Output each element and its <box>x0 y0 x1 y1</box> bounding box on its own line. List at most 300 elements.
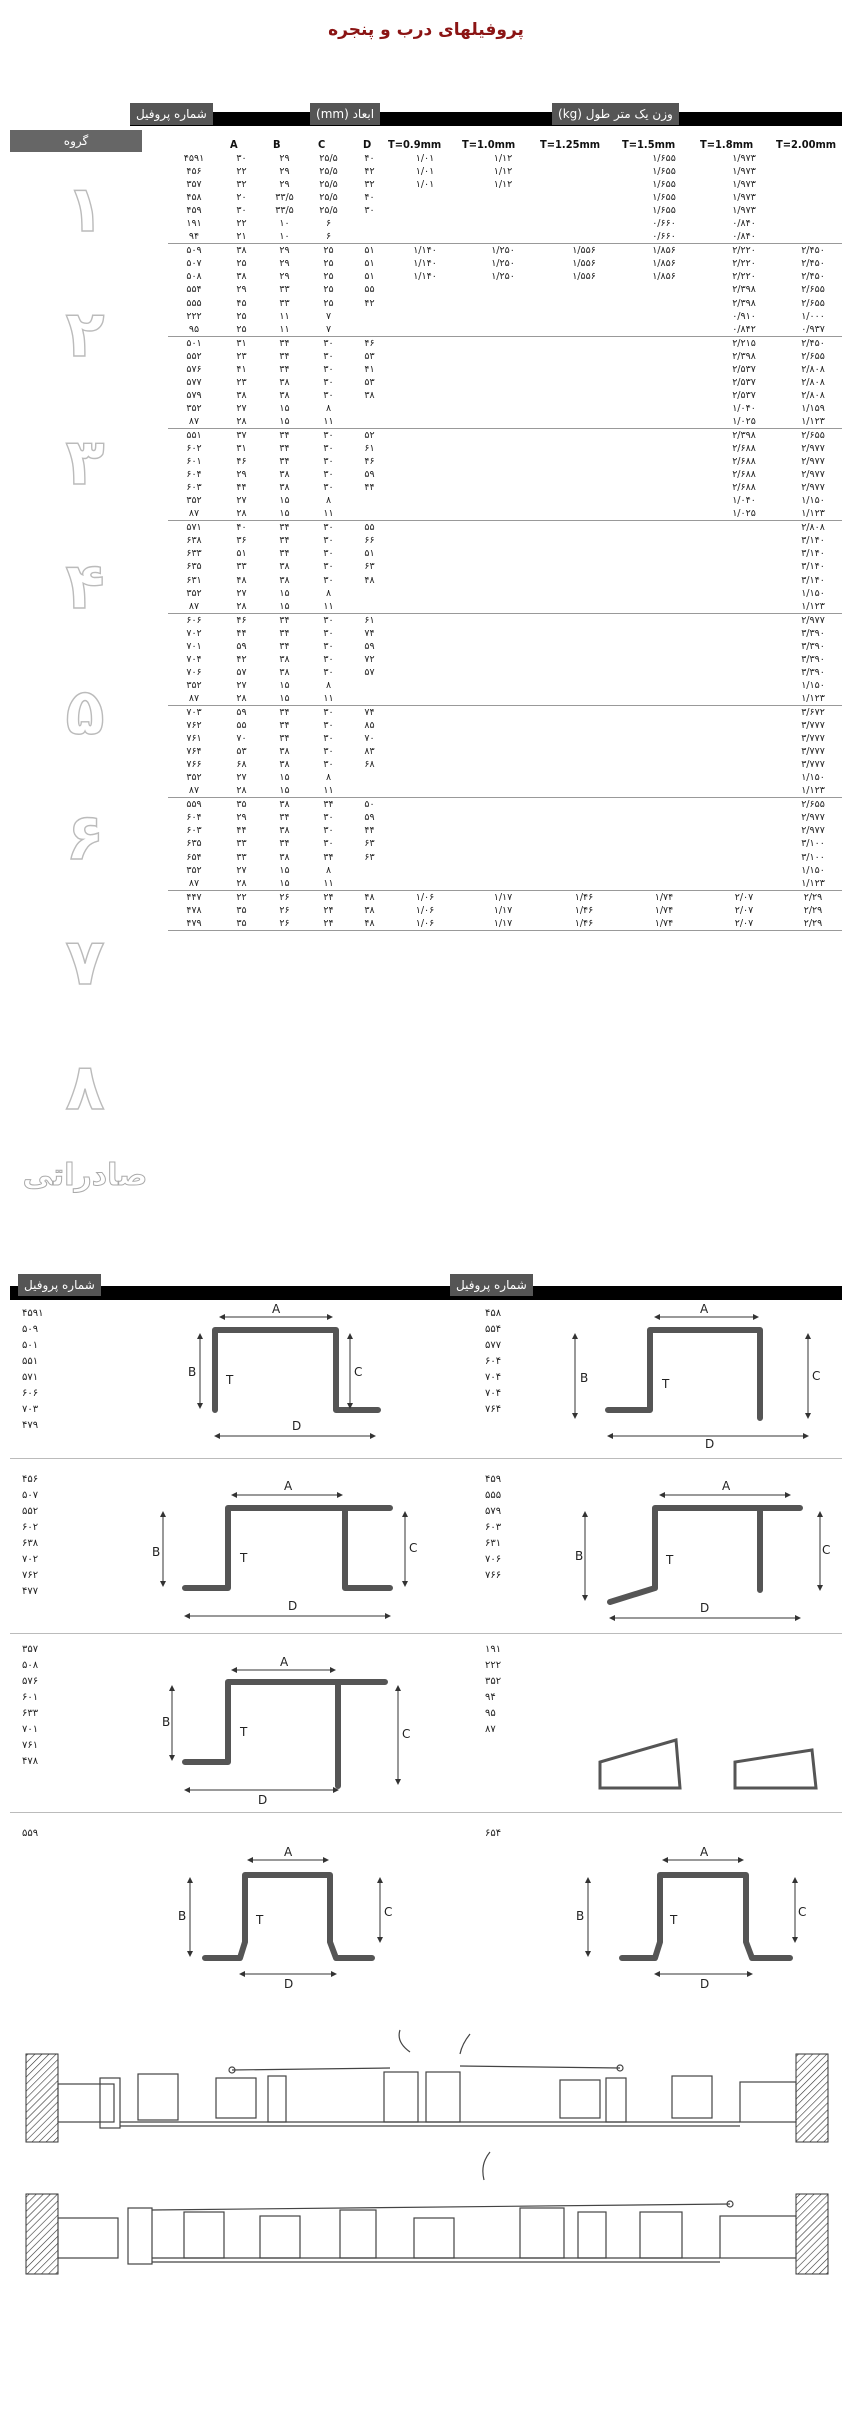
table-cell <box>544 850 624 863</box>
table-cell <box>388 402 462 415</box>
table-cell: ۳۵ <box>236 904 247 916</box>
table-cell: ۱/۰۴۰ <box>732 495 756 507</box>
profile-number-cell: ۳۵۲ <box>186 402 202 414</box>
table-cell <box>388 534 462 547</box>
table-cell: ۲۹ <box>236 469 247 481</box>
table-cell: ۳۱ <box>236 443 247 455</box>
table-cell: ۳۷ <box>236 430 247 441</box>
table-cell <box>388 363 462 376</box>
table-cell <box>544 679 624 692</box>
table-row <box>168 468 842 481</box>
table-cell <box>388 230 462 244</box>
table-cell: ۵۵ <box>364 522 375 534</box>
profile-number-cell: ۵۰۹ <box>186 245 202 257</box>
table-cell <box>544 350 624 363</box>
table-cell: ۴۲ <box>364 166 375 178</box>
table-cell: ۴۲ <box>236 653 247 665</box>
table-row <box>168 850 842 863</box>
table-cell <box>462 323 544 337</box>
dim-label-c: C <box>354 1365 363 1379</box>
table-cell: ۲/۲۹ <box>803 904 823 916</box>
dim-label-a: A <box>722 1479 731 1493</box>
profile-number-cell: ۶۰۲ <box>186 443 202 455</box>
table-cell <box>624 758 704 771</box>
table-cell: ۵۱ <box>364 271 375 283</box>
table-cell: ۸ <box>325 679 332 691</box>
table-cell: ۵۵ <box>236 720 247 732</box>
table-cell: ۶۸ <box>364 759 375 771</box>
table-cell: ۳۰ <box>323 376 334 388</box>
list-item: ۳۵۷ <box>22 1644 39 1655</box>
table-cell <box>462 784 544 798</box>
table-cell: ۳۰ <box>323 574 334 586</box>
table-cell: ۲۵/۵ <box>319 192 338 204</box>
table-row <box>168 297 842 310</box>
profile-number-cell: ۸۷ <box>168 507 220 521</box>
table-cell <box>544 415 624 429</box>
table-cell: ۲۳ <box>236 376 247 388</box>
table-cell <box>462 705 544 719</box>
table-cell <box>624 587 704 600</box>
table-cell <box>462 455 544 468</box>
table-cell: ۵۳ <box>364 350 375 362</box>
table-cell <box>704 653 784 666</box>
table-cell: ۵۹ <box>364 640 375 652</box>
table-row <box>168 257 842 270</box>
table-cell <box>462 771 544 784</box>
table-cell: ۳۳/۵ <box>275 192 294 204</box>
table-cell <box>388 877 462 891</box>
col-header-d: D <box>363 138 372 151</box>
table-cell: ۳۸ <box>279 574 290 586</box>
table-row <box>168 771 842 784</box>
table-row <box>168 890 842 904</box>
table-cell <box>624 771 704 784</box>
table-cell: ۲۵/۵ <box>319 205 338 217</box>
wall-left-2 <box>26 2194 58 2274</box>
table-cell <box>388 455 462 468</box>
table-cell: ۲/۶۵۵ <box>801 297 825 309</box>
col-header-t18: T=1.8mm <box>700 138 754 151</box>
profile-shape-4 <box>610 1508 800 1602</box>
table-cell <box>388 627 462 640</box>
table-cell <box>462 468 544 481</box>
table-cell: ۲۵ <box>323 258 334 270</box>
table-cell: ۱/۲۵۰ <box>491 245 515 257</box>
table-cell <box>704 613 784 627</box>
table-cell: ۳/۳۹۰ <box>801 627 825 639</box>
table-cell <box>544 521 624 535</box>
dimensions-tag: ابعاد (mm) <box>310 103 380 125</box>
col-header-b: B <box>273 138 281 151</box>
table-cell: ۳/۶۷۲ <box>801 706 825 718</box>
table-cell: ۱/۰۱ <box>415 153 435 165</box>
table-cell: ۲۴ <box>323 891 334 903</box>
table-cell: ۲/۲۹ <box>784 917 842 931</box>
table-cell <box>388 600 462 614</box>
profile-number-cell: ۶۰۳ <box>186 825 202 837</box>
table-cell: ۱/۰۱ <box>415 179 435 191</box>
table-cell: ۳/۷۷۷ <box>801 746 825 758</box>
table-cell: ۳۸ <box>236 271 247 283</box>
table-row <box>168 178 842 191</box>
table-cell: ۱۵ <box>263 692 306 706</box>
table-cell <box>351 494 388 507</box>
dim-label-a: A <box>284 1479 293 1493</box>
table-cell <box>624 547 704 560</box>
table-cell: ۶ <box>325 218 332 230</box>
table-cell: ۸ <box>325 495 332 507</box>
table-cell <box>704 732 784 745</box>
profile-number-cell: ۸۷ <box>168 600 220 614</box>
list-item: ۶۰۳ <box>485 1522 502 1533</box>
col-header-t20: T=2.00mm <box>776 138 837 151</box>
table-row <box>168 653 842 666</box>
list-item: ۵۵۴ <box>485 1324 502 1335</box>
table-cell: ۳۴ <box>279 443 290 455</box>
table-cell: ۳۴ <box>279 350 290 362</box>
table-cell: ۱/۷۴ <box>654 891 674 903</box>
profile-number-cell: ۵۵۲ <box>186 350 202 362</box>
table-cell: ۱/۱۵۰ <box>801 772 825 784</box>
dim-label-d: D <box>288 1599 298 1613</box>
profile-number-cell: ۶۳۱ <box>186 574 202 586</box>
table-cell <box>351 692 388 706</box>
table-cell <box>624 534 704 547</box>
table-cell: ۵۷ <box>236 666 247 678</box>
table-cell <box>462 494 544 507</box>
table-cell: ۱۱ <box>306 507 351 521</box>
table-cell <box>462 336 544 350</box>
table-cell: ۲۷ <box>236 587 247 599</box>
table-cell: ۳۰ <box>323 522 334 534</box>
table-row <box>168 336 842 350</box>
wall-left <box>26 2054 58 2142</box>
table-cell: ۱/۹۷۳ <box>732 179 756 191</box>
table-cell: ۳۰ <box>323 614 334 626</box>
table-cell <box>544 837 624 850</box>
table-cell <box>624 336 704 350</box>
table-cell <box>462 719 544 732</box>
table-cell: ۳۳ <box>236 851 247 863</box>
table-cell: ۳۰ <box>364 205 375 217</box>
small-profile-b <box>735 1750 816 1788</box>
table-cell <box>388 494 462 507</box>
dim-label-t: T <box>256 1913 264 1927</box>
table-cell <box>544 771 624 784</box>
table-cell <box>388 204 462 217</box>
list-item: ۴۷۷ <box>22 1586 39 1597</box>
table-cell <box>462 574 544 587</box>
table-cell: ۱/۱۲۳ <box>784 692 842 706</box>
table-cell <box>388 310 462 323</box>
table-cell: ۲/۲۱۵ <box>732 337 756 349</box>
table-cell <box>388 560 462 573</box>
table-cell: ۲۵ <box>236 310 247 322</box>
table-cell: ۳۸ <box>279 666 290 678</box>
table-row <box>168 217 842 230</box>
table-cell <box>388 679 462 692</box>
table-cell: ۵۷ <box>364 666 375 678</box>
table-cell <box>388 376 462 389</box>
table-cell: ۶ <box>306 230 351 244</box>
table-cell <box>388 653 462 666</box>
profile-number-cell: ۵۰۸ <box>186 271 202 283</box>
dim-label-d: D <box>705 1437 715 1451</box>
table-cell <box>544 507 624 521</box>
table-cell: ۳۰ <box>323 430 334 441</box>
table-cell: ۳۴ <box>279 627 290 639</box>
table-cell: ۱/۶۵۵ <box>652 166 676 178</box>
dim-label-c: C <box>798 1905 807 1919</box>
table-cell <box>544 481 624 494</box>
table-cell: ۴۶ <box>236 614 247 626</box>
table-cell: ۱/۱۲ <box>493 153 513 165</box>
table-cell: ۲/۲۲۰ <box>732 245 756 257</box>
profile-number-cell: ۶۰۶ <box>186 614 202 626</box>
table-cell <box>544 283 624 296</box>
table-cell: ۳۴ <box>279 522 290 534</box>
table-cell <box>784 217 842 230</box>
table-cell: ۳۰ <box>323 535 334 547</box>
table-cell <box>462 850 544 863</box>
diagram-profile-tag-right: شماره پروفیل <box>450 1274 533 1296</box>
table-cell <box>351 415 388 429</box>
table-cell <box>462 350 544 363</box>
table-cell: ۲۵ <box>220 323 263 337</box>
table-cell: ۲۵ <box>323 284 334 296</box>
table-cell: ۳۴ <box>279 337 290 349</box>
list-item: ۴۷۹ <box>22 1420 39 1431</box>
table-cell: ۱/۵۵۶ <box>572 271 596 283</box>
table-cell: ۳/۳۹۰ <box>801 653 825 665</box>
table-row <box>168 494 842 507</box>
table-cell: ۳۸ <box>279 799 290 811</box>
table-cell <box>784 152 842 165</box>
table-cell <box>388 824 462 837</box>
table-cell: ۸ <box>325 772 332 784</box>
table-cell <box>388 784 462 798</box>
table-cell: ۱/۲۵۰ <box>491 271 515 283</box>
profile-shape-3 <box>185 1508 390 1588</box>
table-cell: ۲/۵۳۷ <box>732 363 756 375</box>
table-cell: ۳۸ <box>279 759 290 771</box>
table-row <box>168 705 842 719</box>
list-item: ۷۰۱ <box>22 1724 39 1735</box>
table-cell: ۱/۱۲۳ <box>784 507 842 521</box>
table-cell <box>544 864 624 877</box>
table-row <box>168 350 842 363</box>
table-cell <box>704 547 784 560</box>
table-cell <box>624 363 704 376</box>
table-cell: ۰/۸۴۰ <box>732 218 756 230</box>
table-cell <box>388 705 462 719</box>
table-cell: ۱/۷۴ <box>654 904 674 916</box>
table-cell: ۱/۱۴۰ <box>413 245 437 257</box>
table-cell: ۵۵ <box>364 284 375 296</box>
table-cell <box>462 230 544 244</box>
table-cell: ۳۴ <box>323 799 334 811</box>
list-item: ۷۰۴ <box>485 1388 502 1399</box>
dim-label-b: B <box>576 1909 585 1923</box>
table-cell: ۲/۸۰۸ <box>801 363 825 375</box>
table-cell <box>462 507 544 521</box>
table-cell: ۲/۹۷۷ <box>801 443 825 455</box>
table-cell: ۲۲ <box>236 218 247 230</box>
profile-number-cell: ۴۵۸ <box>186 192 202 204</box>
table-cell <box>704 587 784 600</box>
table-cell <box>388 837 462 850</box>
table-cell: ۲/۴۵۰ <box>801 245 825 257</box>
table-cell: ۱/۹۷۳ <box>732 166 756 178</box>
table-cell: ۷۰ <box>236 733 247 745</box>
table-cell: ۱۵ <box>263 877 306 891</box>
dim-label-a: A <box>284 1845 293 1859</box>
list-item: ۶۰۴ <box>485 1356 502 1367</box>
table-cell: ۳۸ <box>236 245 247 257</box>
profile-number-cell: ۹۵ <box>168 323 220 337</box>
table-row <box>168 758 842 771</box>
table-cell <box>351 784 388 798</box>
table-cell <box>544 653 624 666</box>
weight-tag: وزن یک متر طول (kg) <box>552 103 679 125</box>
table-cell <box>704 600 784 614</box>
table-cell <box>704 758 784 771</box>
dim-label-c: C <box>409 1541 418 1555</box>
table-cell <box>388 336 462 350</box>
table-cell <box>388 468 462 481</box>
dim-label-a: A <box>280 1655 289 1669</box>
table-cell <box>624 705 704 719</box>
profile-number-cell: ۶۰۱ <box>186 456 202 468</box>
table-cell <box>388 481 462 494</box>
table-cell: ۱/۱۲ <box>493 179 513 191</box>
table-cell <box>704 837 784 850</box>
table-row <box>168 587 842 600</box>
table-cell: ۳/۱۴۰ <box>801 574 825 586</box>
dim-label-c: C <box>822 1543 831 1557</box>
table-cell: ۳۳ <box>236 838 247 850</box>
table-cell <box>462 824 544 837</box>
table-cell <box>624 415 704 429</box>
table-cell: ۳۰ <box>323 548 334 560</box>
table-cell <box>388 798 462 812</box>
table-cell <box>624 442 704 455</box>
table-cell: ۴۴ <box>236 825 247 837</box>
table-cell: ۲۹ <box>279 271 290 283</box>
list-item: ۶۳۳ <box>22 1708 39 1719</box>
profile-number-cell: ۵۵۴ <box>186 284 202 296</box>
profile-number-cell: ۶۳۸ <box>186 535 202 547</box>
table-cell: ۲/۸۰۸ <box>801 376 825 388</box>
table-cell: ۲۶ <box>279 891 290 903</box>
table-cell: ۲۹ <box>279 258 290 270</box>
table-cell <box>462 627 544 640</box>
profile-number-cell: ۸۷ <box>168 692 220 706</box>
dim-label-b: B <box>580 1371 589 1385</box>
table-cell <box>462 402 544 415</box>
table-cell: ۲۳ <box>236 350 247 362</box>
profile-number-cell: ۴۵۶ <box>186 166 202 178</box>
dim-label-t: T <box>670 1913 678 1927</box>
profile-number-cell: ۵۷۱ <box>186 522 202 534</box>
table-cell: ۴۰ <box>364 192 375 204</box>
table-row <box>168 877 842 891</box>
table-cell <box>388 864 462 877</box>
assembly-illustrations <box>0 2032 852 2292</box>
profile-number-cell: ۷۰۶ <box>186 666 202 678</box>
table-cell: ۳/۷۷۷ <box>801 720 825 732</box>
table-cell <box>462 415 544 429</box>
table-cell: ۳۰ <box>323 337 334 349</box>
list-item: ۶۳۸ <box>22 1538 39 1549</box>
table-cell: ۲۵/۵ <box>319 166 338 178</box>
table-cell <box>624 627 704 640</box>
table-cell <box>784 178 842 191</box>
profile-number-cell: ۵۵۱ <box>186 430 202 441</box>
table-cell <box>544 824 624 837</box>
list-item: ۵۵۲ <box>22 1506 39 1517</box>
table-cell <box>544 692 624 706</box>
table-cell: ۰/۸۴۰ <box>704 230 784 244</box>
table-cell <box>388 507 462 521</box>
table-cell <box>704 640 784 653</box>
table-cell <box>544 336 624 350</box>
table-cell <box>351 310 388 323</box>
table-cell <box>388 640 462 653</box>
profile-number-cell: ۳۵۲ <box>186 495 202 507</box>
group-label-1: ۱ <box>65 173 105 247</box>
dim-label-c: C <box>812 1369 821 1383</box>
group-label-3: ۳ <box>65 426 105 500</box>
table-cell: ۲/۹۷۷ <box>801 614 825 626</box>
table-cell: ۲۱ <box>220 230 263 244</box>
table-cell: ۱/۱۵۰ <box>801 679 825 691</box>
col-header-c: C <box>318 138 326 151</box>
group-label-5: ۵ <box>65 676 105 750</box>
table-cell <box>388 771 462 784</box>
table-cell <box>388 587 462 600</box>
table-cell: ۱/۶۵۵ <box>652 179 676 191</box>
table-cell <box>624 798 704 812</box>
profile-number-cell: ۶۰۴ <box>186 812 202 824</box>
table-cell <box>544 877 624 891</box>
table-row <box>168 521 842 535</box>
profile-number-cell: ۶۵۴ <box>186 851 202 863</box>
table-cell: ۵۹ <box>364 812 375 824</box>
table-cell <box>544 613 624 627</box>
table-cell <box>704 877 784 891</box>
table-cell: ۷۴ <box>364 627 375 639</box>
table-cell <box>544 758 624 771</box>
list-item: ۷۰۳ <box>22 1404 39 1415</box>
table-cell <box>704 811 784 824</box>
table-cell: ۲/۵۳۷ <box>732 376 756 388</box>
table-cell <box>462 363 544 376</box>
table-cell: ۱۵ <box>279 679 290 691</box>
table-cell: ۳/۷۷۷ <box>801 733 825 745</box>
profile-number-cell: ۸۷ <box>168 415 220 429</box>
table-cell: ۱/۱۲۳ <box>784 600 842 614</box>
table-cell: ۷۴ <box>364 706 375 718</box>
table-cell: ۳۰ <box>323 363 334 375</box>
table-cell <box>624 824 704 837</box>
table-cell <box>544 455 624 468</box>
table-cell: ۳۴ <box>279 548 290 560</box>
table-cell: ۲۹ <box>279 166 290 178</box>
group-tag: گروه <box>10 130 142 152</box>
table-cell <box>624 719 704 732</box>
